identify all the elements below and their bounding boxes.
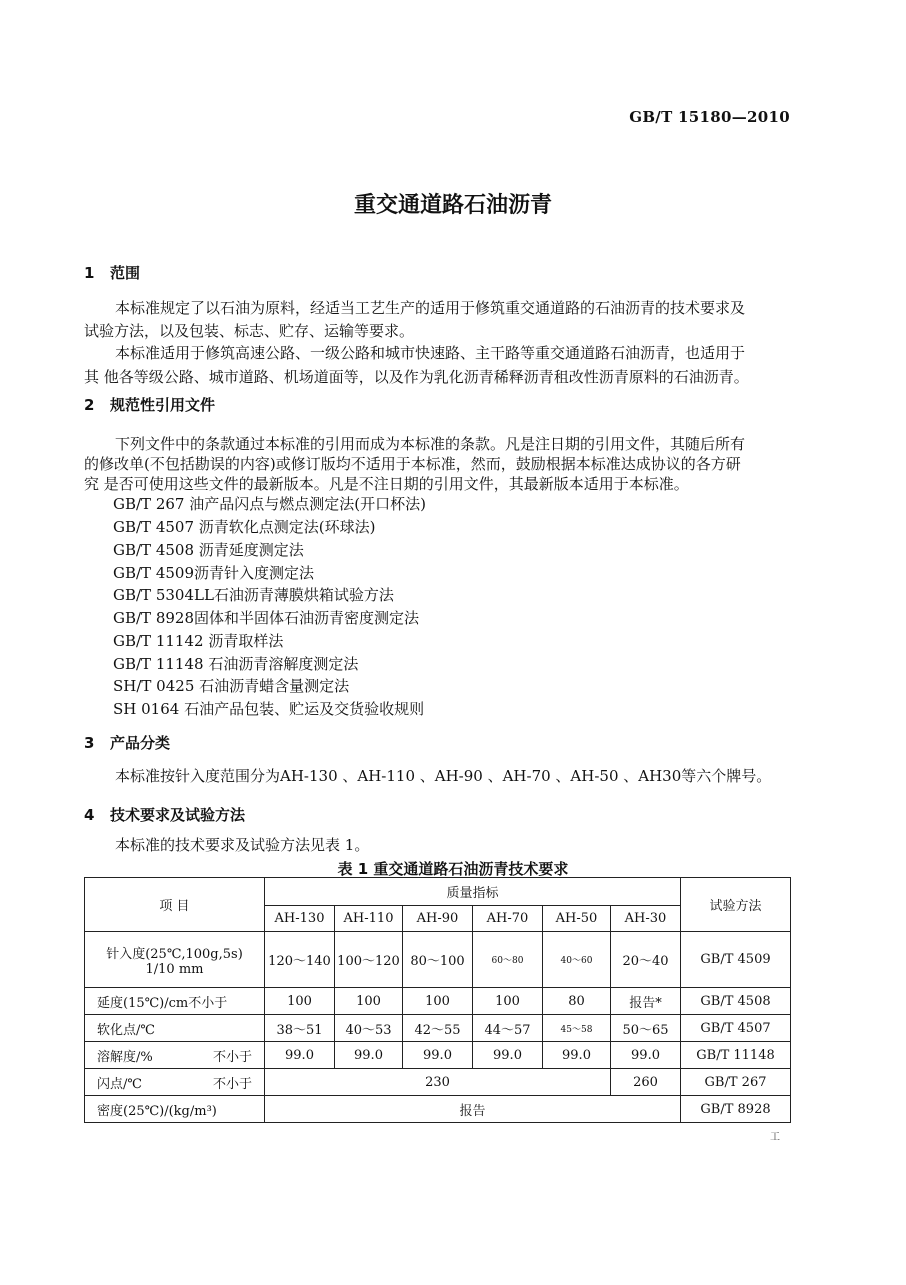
value-cell: 100 bbox=[403, 988, 473, 1015]
row-item-label: 闪点/℃ bbox=[97, 1076, 142, 1092]
value-cell: 80～100 bbox=[403, 932, 473, 988]
value-cell: 报告* bbox=[611, 988, 681, 1015]
row-item bbox=[85, 1069, 265, 1096]
method-cell: GB/T 4508 bbox=[681, 988, 791, 1015]
row-item-label: 溶解度/% bbox=[97, 1049, 153, 1065]
row-item-wrap bbox=[97, 1073, 262, 1092]
table-caption: 表 1 重交通道路石油沥青技术要求 bbox=[337, 860, 569, 878]
table-row bbox=[85, 932, 791, 988]
reference-item: GB/T 4507 沥青软化点测定法(环球法) bbox=[113, 518, 376, 536]
grade-cell: AH-110 bbox=[335, 906, 403, 932]
value-cell: 99.0 bbox=[543, 1042, 611, 1069]
value-cell: 120～140 bbox=[265, 932, 335, 988]
paragraph-line: 下列文件中的条款通过本标准的引用而成为本标准的条款。凡是注日期的引用文件，其随后所有 bbox=[115, 435, 746, 453]
table-row bbox=[85, 1042, 791, 1069]
document-title: 重交通道路石油沥青 bbox=[353, 193, 552, 218]
section-title: 规范性引用文件 bbox=[110, 396, 216, 414]
table-header-row bbox=[85, 878, 791, 906]
paragraph-line: 本标准适用于修筑高速公路、一级公路和城市快速路、主干路等重交通道路石油沥青，也适用于 bbox=[115, 344, 746, 362]
page-number: 工 bbox=[770, 1132, 780, 1143]
row-item-wrap bbox=[97, 1046, 262, 1065]
section-number: 2 bbox=[84, 396, 95, 414]
grade-cell: AH-50 bbox=[543, 906, 611, 932]
reference-item: SH 0164 石油产品包装、贮运及交货验收规则 bbox=[113, 700, 425, 718]
paragraph-line: 本标准按针入度范围分为AH-130 、AH-110 、AH-90 、AH-70 、AH-50 、AH30等六个牌号。 bbox=[115, 767, 772, 785]
paragraph-line: 本标准规定了以石油为原料，经适当工艺生产的适用于修筑重交通道路的石油沥青的技术要求及 bbox=[115, 299, 746, 317]
value-cell: 99.0 bbox=[335, 1042, 403, 1069]
value-cell: 80 bbox=[543, 988, 611, 1015]
value-cell: 100 bbox=[335, 988, 403, 1015]
reference-item: GB/T 4508 沥青延度测定法 bbox=[113, 541, 304, 559]
method-cell: GB/T 4509 bbox=[681, 932, 791, 988]
paragraph-line: 本标准的技术要求及试验方法见表 1。 bbox=[115, 836, 370, 854]
value-cell: 40～53 bbox=[335, 1015, 403, 1042]
grade-cell: AH-130 bbox=[265, 906, 335, 932]
row-item-line: 针入度(25℃,100g,5s) bbox=[106, 946, 243, 962]
table-row bbox=[85, 988, 791, 1015]
header-item: 项 目 bbox=[85, 878, 265, 932]
row-item bbox=[85, 932, 265, 988]
row-item bbox=[85, 1042, 265, 1069]
spec-table bbox=[84, 877, 791, 1123]
section-2-heading bbox=[84, 394, 215, 415]
standard-number: GB/T 15180—2010 bbox=[629, 108, 790, 126]
value-cell: 40～60 bbox=[543, 932, 611, 988]
row-item: 软化点/℃ bbox=[85, 1015, 265, 1042]
value-cell: 50～65 bbox=[611, 1015, 681, 1042]
value-cell: 260 bbox=[611, 1069, 681, 1096]
section-title: 范围 bbox=[110, 264, 141, 282]
paragraph-line: 的修改单(不包括勘误的内容)或修订版均不适用于本标准，然而，鼓励根据本标准达成协议的各方研 bbox=[84, 455, 741, 473]
row-item: 延度(15℃)/cm不小于 bbox=[85, 988, 265, 1015]
reference-item: GB/T 11148 石油沥青溶解度测定法 bbox=[113, 655, 359, 673]
section-3-heading bbox=[84, 732, 170, 753]
table-row bbox=[85, 1069, 791, 1096]
paragraph-line: 其 他各等级公路、城市道路、机场道面等，以及作为乳化沥青稀释沥青租改性沥青原料的石油沥青。 bbox=[84, 368, 749, 386]
reference-item: GB/T 4509沥青针入度测定法 bbox=[113, 564, 315, 582]
paragraph-line: 试验方法，以及包装、标志、贮存、运输等要求。 bbox=[84, 322, 415, 340]
row-item-qualifier: 不小于 bbox=[212, 1049, 252, 1065]
header-quality: 质量指标 bbox=[265, 878, 681, 906]
section-title: 产品分类 bbox=[110, 734, 171, 752]
grade-cell: AH-70 bbox=[473, 906, 543, 932]
section-1-heading bbox=[84, 262, 140, 283]
value-cell: 99.0 bbox=[611, 1042, 681, 1069]
reference-item: GB/T 8928固体和半固体石油沥青密度测定法 bbox=[113, 609, 420, 627]
section-4-heading bbox=[84, 804, 245, 825]
section-number: 3 bbox=[84, 734, 95, 752]
value-cell: 38～51 bbox=[265, 1015, 335, 1042]
value-cell: 100 bbox=[265, 988, 335, 1015]
reference-item: GB/T 11142 沥青取样法 bbox=[113, 632, 284, 650]
value-cell: 99.0 bbox=[265, 1042, 335, 1069]
value-cell: 44～57 bbox=[473, 1015, 543, 1042]
method-cell: GB/T 4507 bbox=[681, 1015, 791, 1042]
row-item: 密度(25℃)/(kg/m³) bbox=[85, 1096, 265, 1123]
reference-item: GB/T 267 油产品闪点与燃点测定法(开口杯法) bbox=[113, 495, 426, 513]
paragraph-line: 究 是否可使用这些文件的最新版本。凡是不注日期的引用文件，其最新版本适用于本标准。 bbox=[84, 475, 689, 493]
method-cell: GB/T 267 bbox=[681, 1069, 791, 1096]
method-cell: GB/T 8928 bbox=[681, 1096, 791, 1123]
method-cell: GB/T 11148 bbox=[681, 1042, 791, 1069]
value-cell: 42～55 bbox=[403, 1015, 473, 1042]
table-row bbox=[85, 1096, 791, 1123]
value-cell: 报告 bbox=[265, 1096, 681, 1123]
grade-cell: AH-90 bbox=[403, 906, 473, 932]
header-method: 试验方法 bbox=[681, 878, 791, 932]
value-cell: 20～40 bbox=[611, 932, 681, 988]
value-cell: 100～120 bbox=[335, 932, 403, 988]
reference-item: SH/T 0425 石油沥青蜡含量测定法 bbox=[113, 677, 350, 695]
value-cell: 99.0 bbox=[473, 1042, 543, 1069]
section-title: 技术要求及试验方法 bbox=[110, 806, 246, 824]
row-item-qualifier: 不小于 bbox=[212, 1076, 252, 1092]
section-number: 1 bbox=[84, 264, 95, 282]
value-cell: 45～58 bbox=[543, 1015, 611, 1042]
value-cell: 230 bbox=[265, 1069, 611, 1096]
value-cell: 99.0 bbox=[403, 1042, 473, 1069]
value-cell: 60～80 bbox=[473, 932, 543, 988]
row-item-line: 1/10 mm bbox=[145, 961, 204, 977]
grade-cell: AH-30 bbox=[611, 906, 681, 932]
section-number: 4 bbox=[84, 806, 95, 824]
table-row bbox=[85, 1015, 791, 1042]
value-cell: 100 bbox=[473, 988, 543, 1015]
reference-item: GB/T 5304LL石油沥青薄膜烘箱试验方法 bbox=[113, 586, 394, 604]
